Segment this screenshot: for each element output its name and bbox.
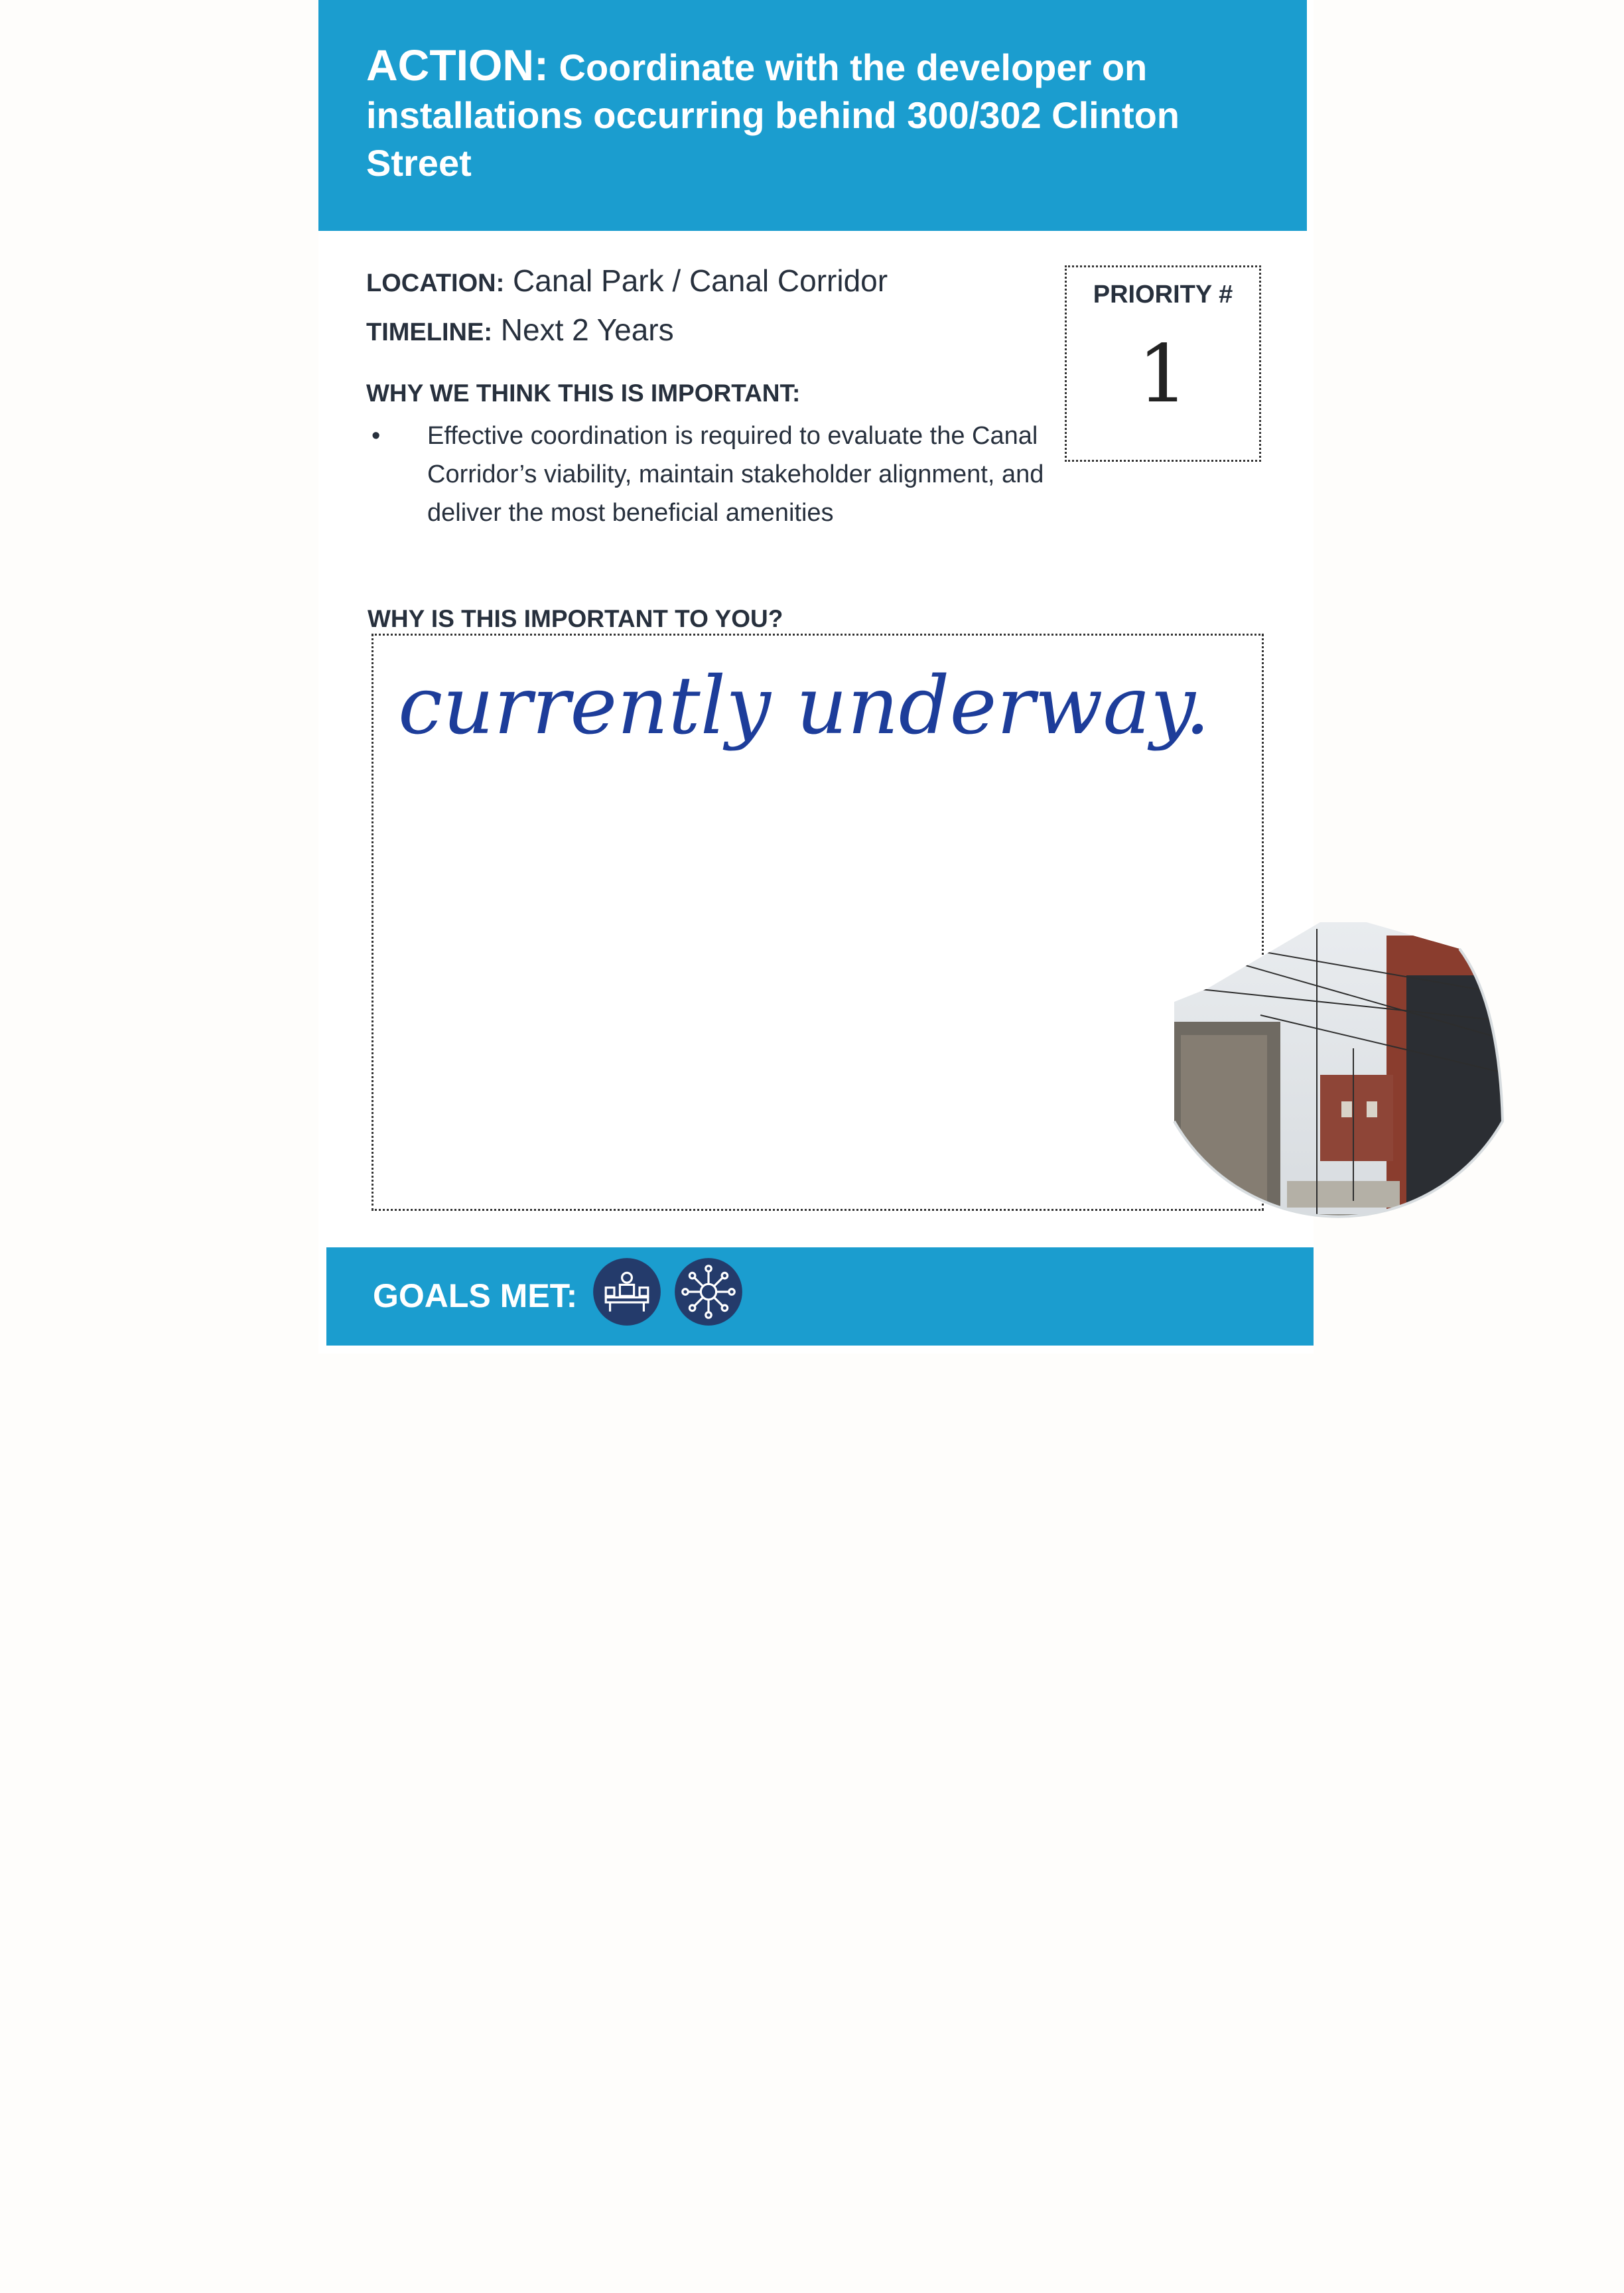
location-value: Canal Park / Canal Corridor xyxy=(513,263,888,298)
action-keyword: ACTION: xyxy=(366,40,549,90)
handwritten-response-text: currently underway. xyxy=(398,660,1211,752)
action-text: Coordinate with the developer on installations occurring behind 300/302 Clinton Street xyxy=(366,46,1180,184)
alley-photo xyxy=(1168,922,1499,1360)
location-row xyxy=(366,263,888,299)
response-heading: WHY IS THIS IMPORTANT TO YOU? xyxy=(368,605,783,632)
bullet-dot: • xyxy=(372,422,381,450)
priority-card xyxy=(318,0,1314,1354)
location-label: LOCATION: xyxy=(366,269,505,297)
goals-footer xyxy=(326,1247,1314,1346)
network-hub-icon xyxy=(673,1257,744,1327)
timeline-label: TIMELINE: xyxy=(366,318,492,346)
handwritten-response xyxy=(372,634,1211,806)
goals-label: GOALS MET: xyxy=(373,1277,578,1314)
priority-handwritten-value: 1 xyxy=(1137,328,1189,421)
timeline-value: Next 2 Years xyxy=(500,313,674,347)
action-title xyxy=(366,41,1215,187)
community-bench-icon xyxy=(592,1257,662,1327)
timeline-row xyxy=(366,312,674,348)
bullet-text: Effective coordination is required to evaluate the Canal Corridor’s viability, maintain stakeholder alignment, and deliver the most beneficial amenities xyxy=(427,422,1044,527)
action-header xyxy=(318,0,1307,231)
priority-box[interactable] xyxy=(1065,265,1261,462)
why-heading: WHY WE THINK THIS IS IMPORTANT: xyxy=(366,380,801,407)
priority-label: PRIORITY # xyxy=(1093,281,1233,309)
